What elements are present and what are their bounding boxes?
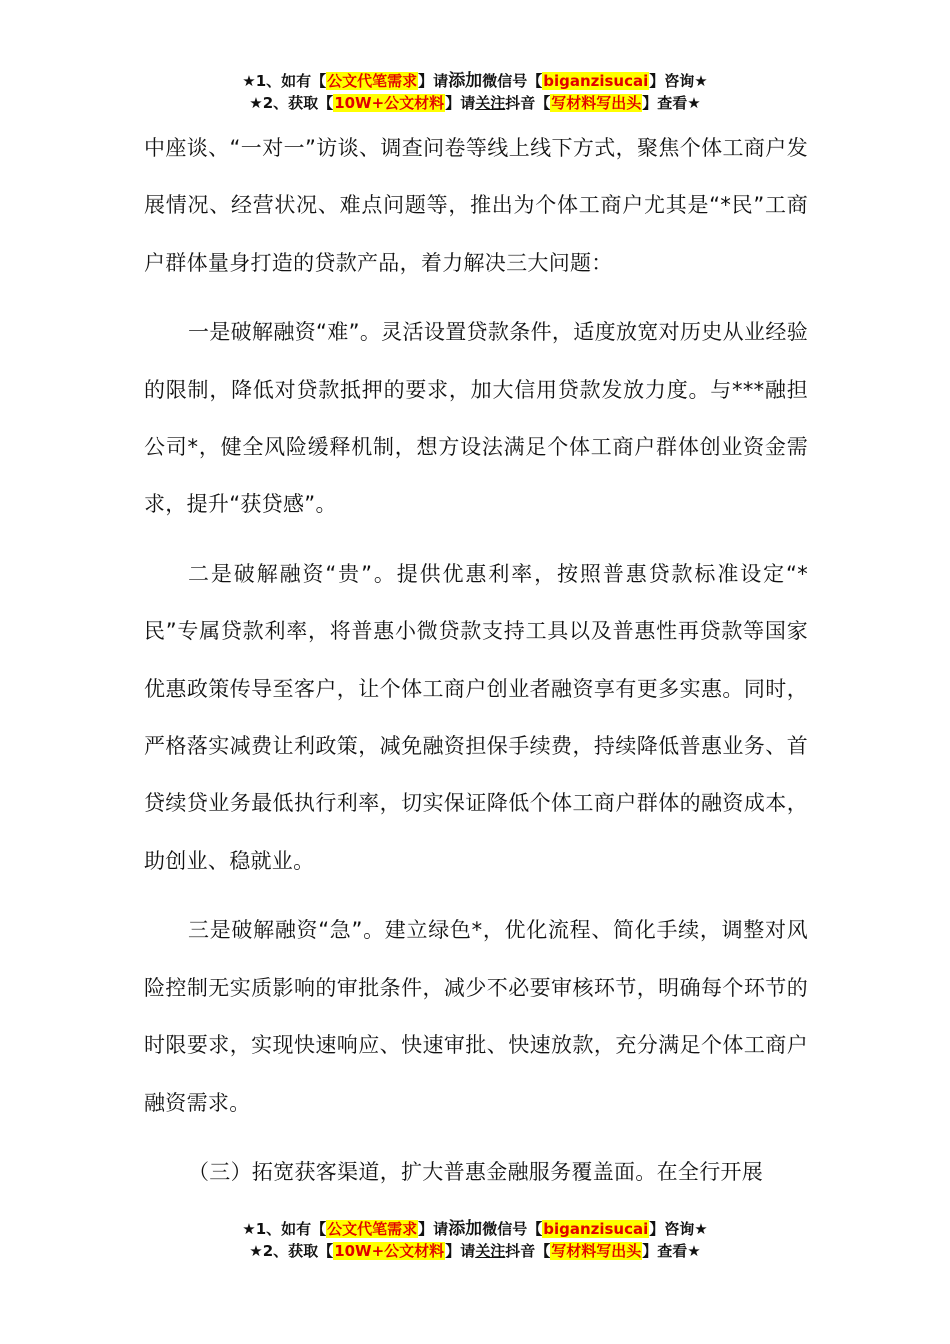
paragraph-point-2: 二是破解融资“贵”。提供优惠利率，按照普惠贷款标准设定“*民”专属贷款利率，将普惠小微贷款支持工具以及普惠性再贷款等国家优惠政策传导至客户，让个体工商户创业者融资享有更多实惠。同时，严格落实减费让利政策，减免融资担保手续费，持续降低普惠业务、首贷续贷业务最低执行利率，切实保证降低个体工商户群体的融资成本，助创业、稳就业。: [144, 561, 808, 873]
banner-line-2: ★2、获取【10W+公文材料】请关注抖音【写材料写出头】查看★: [249, 1242, 701, 1260]
highlight-materials: 10W+公文材料: [334, 94, 445, 112]
paragraph-point-1: 一是破解融资“难”。灵活设置贷款条件，适度放宽对历史从业经验的限制，降低对贷款抵押的要求，加大信用贷款发放力度。与***融担公司*，健全风险缓释机制，想方设法满足个体工商户群体创业资金需求，提升“获贷感”。: [144, 320, 808, 517]
highlight-service: 公文代笔需求: [327, 72, 418, 90]
highlight-wechat-id: biganzisucai: [543, 1220, 649, 1238]
highlight-materials: 10W+公文材料: [334, 1242, 445, 1260]
document-body: [144, 120, 808, 1201]
highlight-service: 公文代笔需求: [327, 1220, 418, 1238]
banner-line-1: ★1、如有【公文代笔需求】请添加微信号【biganzisucai】咨询★: [242, 1219, 708, 1239]
banner-line-1: ★1、如有【公文代笔需求】请添加微信号【biganzisucai】咨询★: [242, 71, 708, 91]
footer-banner: [0, 1218, 950, 1262]
highlight-wechat-id: biganzisucai: [543, 72, 649, 90]
highlight-douyin-account: 写材料写出头: [551, 1242, 642, 1260]
paragraph-section-3: （三）拓宽获客渠道，扩大普惠金融服务覆盖面。在全行开展: [188, 1159, 764, 1184]
highlight-douyin-account: 写材料写出头: [551, 94, 642, 112]
banner-line-2: ★2、获取【10W+公文材料】请关注抖音【写材料写出头】查看★: [249, 94, 701, 112]
header-banner: [0, 70, 950, 114]
paragraph-point-3: 三是破解融资“急”。建立绿色*，优化流程、简化手续，调整对风险控制无实质影响的审批条件，减少不必要审核环节，明确每个环节的时限要求，实现快速响应、快速审批、快速放款，充分满足个体工商户融资需求。: [144, 918, 808, 1115]
paragraph-intro: 中座谈、“一对一”访谈、调查问卷等线上线下方式，聚焦个体工商户发展情况、经营状况、难点问题等，推出为个体工商户尤其是“*民”工商户群体量身打造的贷款产品，着力解决三大问题：: [144, 136, 808, 275]
